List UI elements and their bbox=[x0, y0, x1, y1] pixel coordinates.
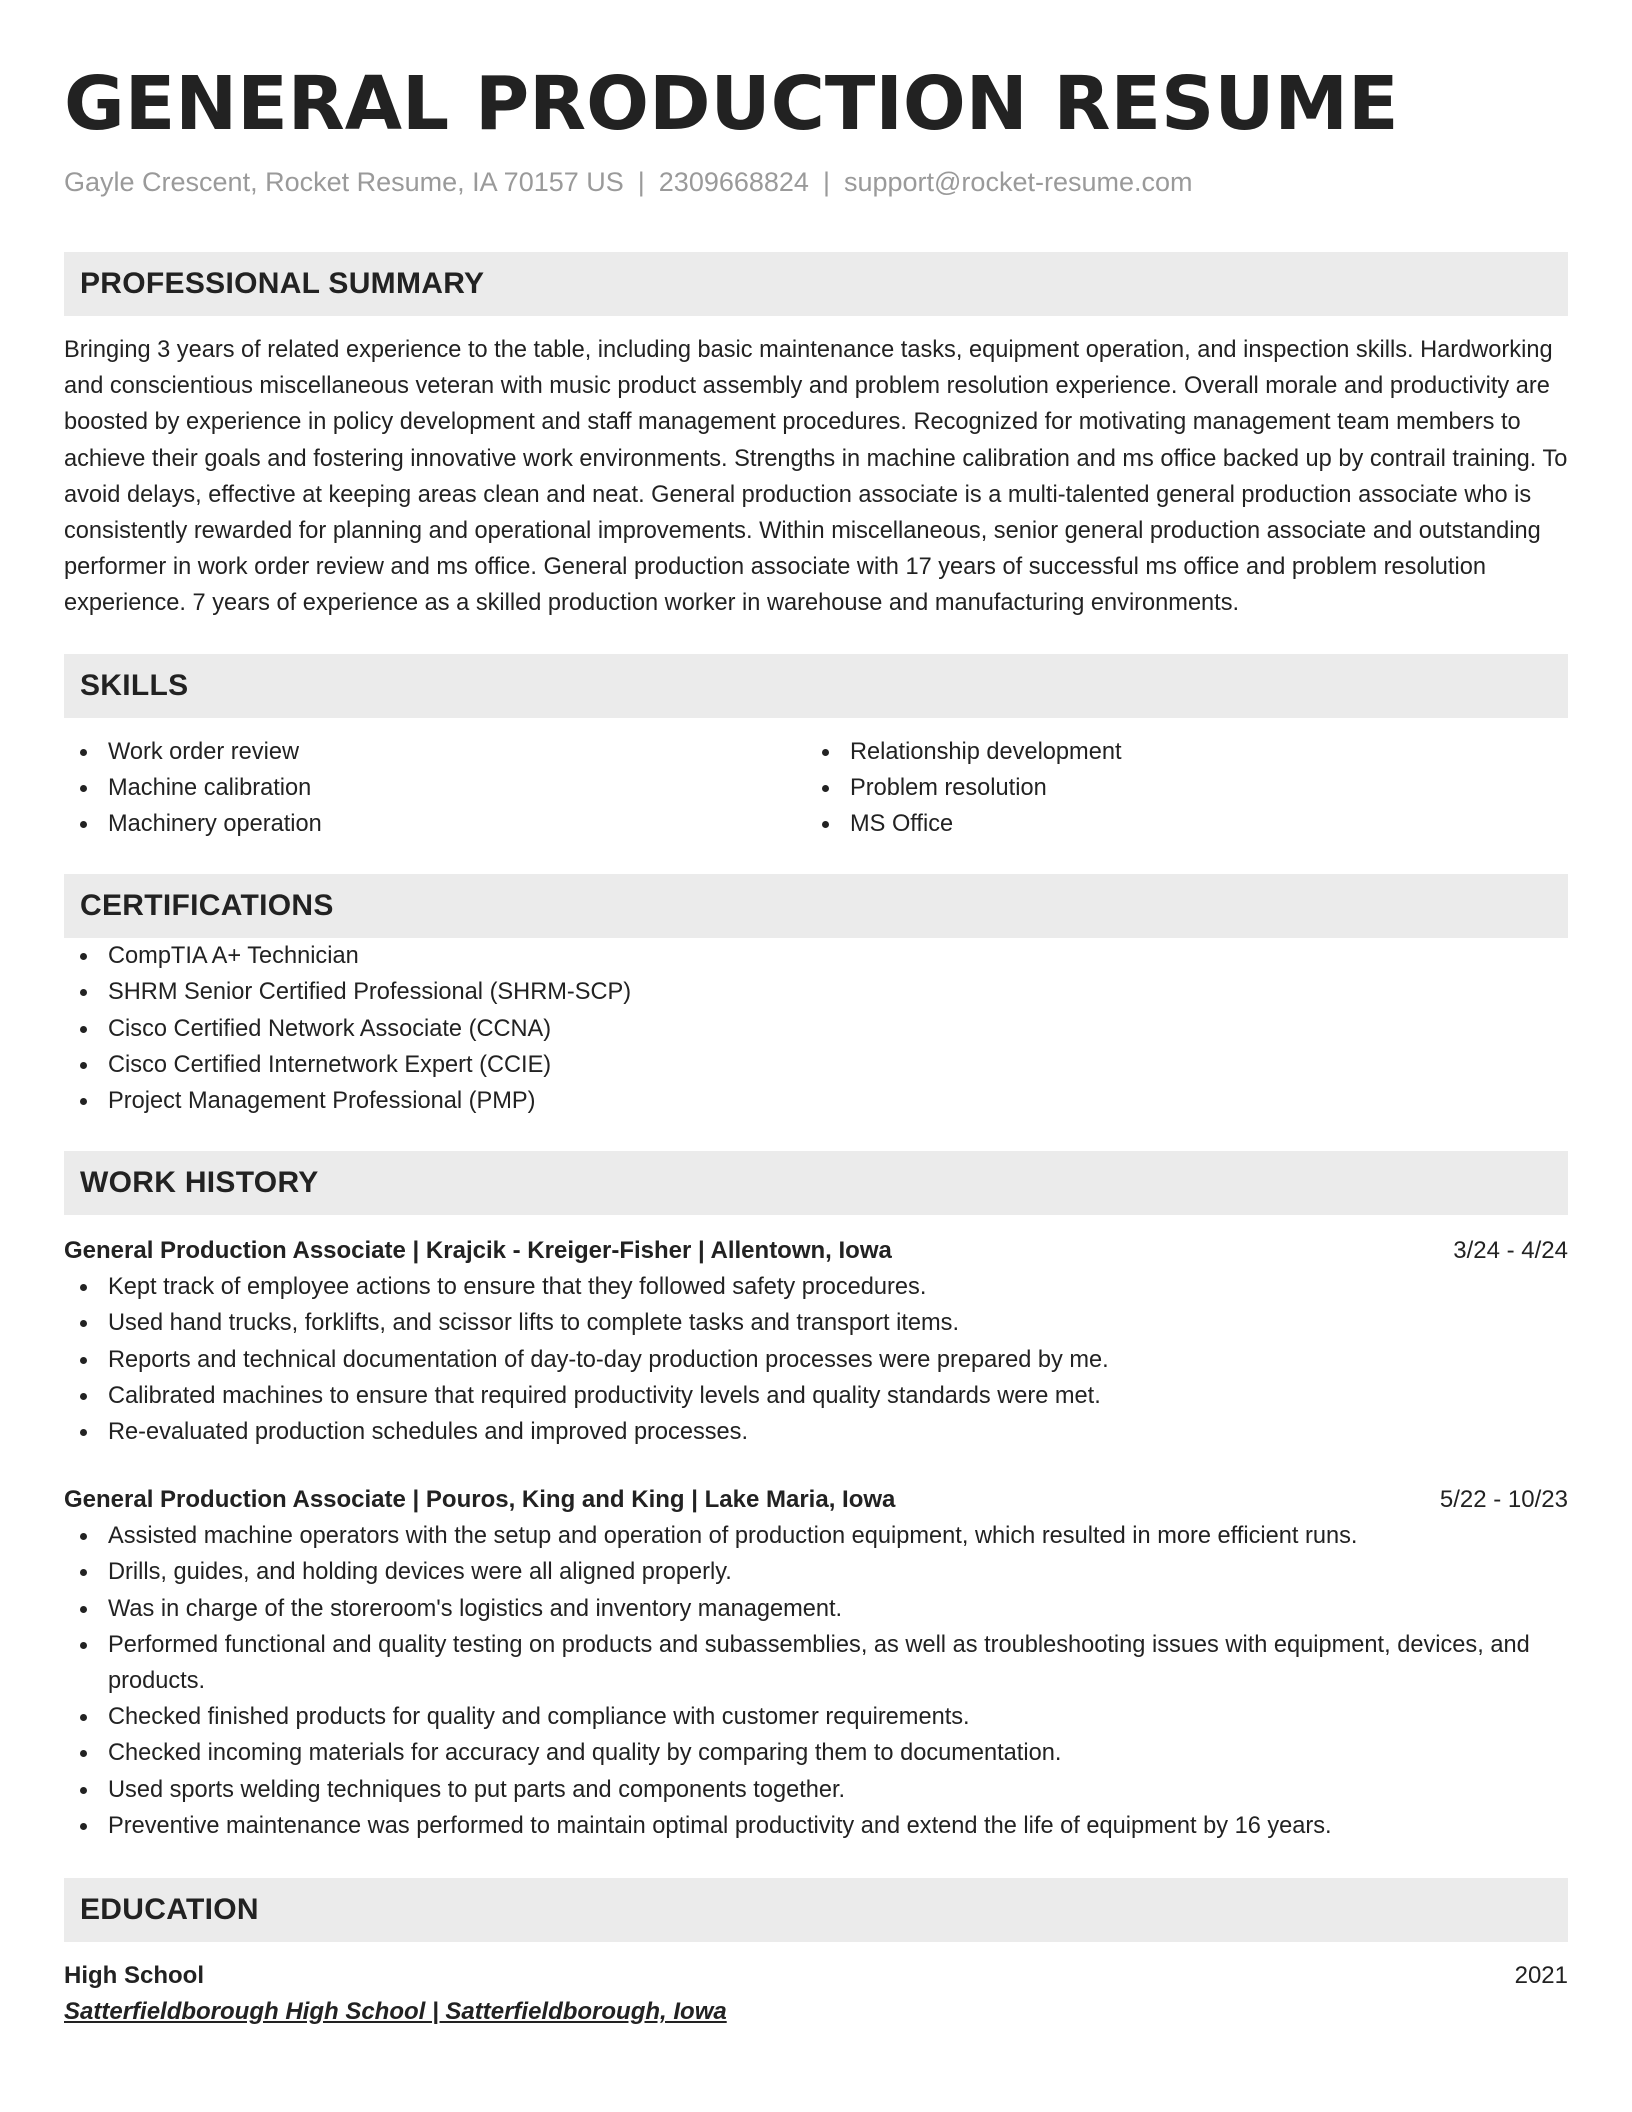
job-duty: Calibrated machines to ensure that required productivity levels and quality standards were met. bbox=[64, 1378, 1568, 1414]
job-duty: Reports and technical documentation of day-to-day production processes were prepared by me. bbox=[64, 1342, 1568, 1378]
job-duty: Used sports welding techniques to put parts and components together. bbox=[64, 1772, 1568, 1808]
certification-item: Project Management Professional (PMP) bbox=[64, 1083, 1568, 1119]
skill-item: Relationship development bbox=[806, 734, 1548, 770]
job-duty: Was in charge of the storeroom's logistics and inventory management. bbox=[64, 1591, 1568, 1627]
job-dates: 3/24 - 4/24 bbox=[1453, 1237, 1568, 1265]
job-duty: Re-evaluated production schedules and improved processes. bbox=[64, 1414, 1568, 1450]
skill-item: MS Office bbox=[806, 806, 1548, 842]
job-title: General Production Associate | Pouros, King and King | Lake Maria, Iowa bbox=[64, 1486, 896, 1514]
job-title: General Production Associate | Krajcik - Kreiger-Fisher | Allentown, Iowa bbox=[64, 1237, 892, 1265]
job-duty: Checked finished products for quality and compliance with customer requirements. bbox=[64, 1699, 1568, 1735]
summary-text: Bringing 3 years of related experience to the table, including basic maintenance tasks, equipment operation, and inspection skills. Hardworking and conscientious miscellaneous veteran with music product assembly and problem resolution experience. Overall morale and productivity are boosted by experience in policy development and staff management procedures. Recognized for motivating management team members to achieve their goals and fostering innovative work environments. Strengths in machine calibration and ms office backed up by contrail training. To avoid delays, effective at keeping areas clean and neat. General production associate is a multi-talented general production associate who is consistently rewarded for planning and operational improvements. Within miscellaneous, senior general production associate and outstanding performer in work order review and ms office. General production associate with 17 years of successful ms office and problem resolution experience. 7 years of experience as a skilled production worker in warehouse and manufacturing environments. bbox=[64, 337, 1568, 617]
contact-address: Gayle Crescent, Rocket Resume, IA 70157 US bbox=[64, 167, 624, 197]
job-dates: 5/22 - 10/23 bbox=[1439, 1486, 1568, 1514]
job-duties-list bbox=[64, 1518, 1568, 1844]
job-duty: Kept track of employee actions to ensure that they followed safety procedures. bbox=[64, 1269, 1568, 1305]
contact-phone: 2309668824 bbox=[658, 167, 809, 197]
certification-item: Cisco Certified Internetwork Expert (CCIE) bbox=[64, 1047, 1568, 1083]
resume-title: GENERAL PRODUCTION RESUME bbox=[64, 61, 1399, 147]
job-duty: Checked incoming materials for accuracy and quality by comparing them to documentation. bbox=[64, 1735, 1568, 1771]
job-duties-list bbox=[64, 1269, 1568, 1450]
education-school: Satterfieldborough High School | Satterfieldborough, Iowa bbox=[64, 1998, 727, 2026]
section-header-certifications: CERTIFICATIONS bbox=[64, 874, 1568, 938]
skills-grid bbox=[64, 734, 1568, 843]
section-header-education: EDUCATION bbox=[64, 1878, 1568, 1942]
contact-email: support@rocket-resume.com bbox=[843, 167, 1193, 197]
skill-item: Machine calibration bbox=[64, 770, 806, 806]
certification-item: SHRM Senior Certified Professional (SHRM-SCP) bbox=[64, 974, 1568, 1010]
certification-item: Cisco Certified Network Associate (CCNA) bbox=[64, 1011, 1568, 1047]
education-year: 2021 bbox=[1514, 1962, 1568, 1990]
job-duty: Preventive maintenance was performed to maintain optimal productivity and extend the life of equipment by 16 years. bbox=[64, 1808, 1568, 1844]
skills-list-left bbox=[64, 734, 806, 843]
job-duty: Assisted machine operators with the setup and operation of production equipment, which resulted in more efficient runs. bbox=[64, 1518, 1568, 1554]
contact-separator: | bbox=[637, 167, 645, 197]
contact-separator: | bbox=[822, 167, 830, 197]
certification-item: CompTIA A+ Technician bbox=[64, 938, 1568, 974]
certifications-list bbox=[64, 938, 1568, 1119]
education-degree: High School bbox=[64, 1962, 204, 1990]
section-header-skills: SKILLS bbox=[64, 654, 1568, 718]
skills-list-right bbox=[806, 734, 1548, 843]
job-entry bbox=[64, 1233, 1568, 1450]
section-header-work-history: WORK HISTORY bbox=[64, 1151, 1568, 1215]
skill-item: Machinery operation bbox=[64, 806, 806, 842]
job-entry bbox=[64, 1482, 1568, 1844]
job-header bbox=[64, 1233, 1568, 1269]
job-header bbox=[64, 1482, 1568, 1518]
contact-line bbox=[64, 164, 1568, 200]
job-duty: Used hand trucks, forklifts, and scissor lifts to complete tasks and transport items. bbox=[64, 1305, 1568, 1341]
job-duty: Performed functional and quality testing on products and subassemblies, as well as troubleshooting issues with equipment, devices, and products. bbox=[64, 1627, 1568, 1699]
education-entry bbox=[64, 1958, 1568, 2030]
skill-item: Work order review bbox=[64, 734, 806, 770]
skill-item: Problem resolution bbox=[806, 770, 1548, 806]
section-header-summary: PROFESSIONAL SUMMARY bbox=[64, 252, 1568, 316]
education-header bbox=[64, 1958, 1568, 1994]
job-duty: Drills, guides, and holding devices were all aligned properly. bbox=[64, 1554, 1568, 1590]
